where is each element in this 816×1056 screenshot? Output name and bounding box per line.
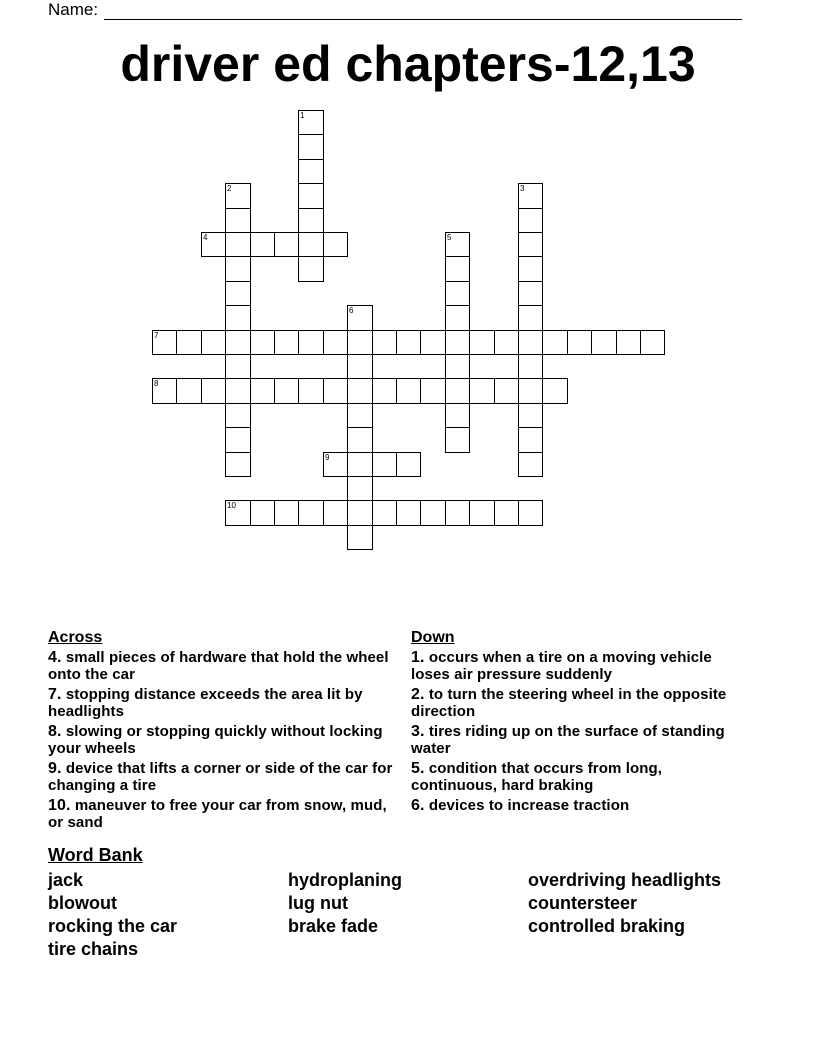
- down-clue: 1. occurs when a tire on a moving vehicle loses air pressure suddenly: [411, 649, 712, 683]
- crossword-cell[interactable]: [396, 330, 421, 355]
- crossword-cell[interactable]: [323, 378, 348, 404]
- word-bank-item: overdriving headlights: [528, 870, 722, 890]
- crossword-cell[interactable]: [298, 110, 324, 135]
- crossword-cell[interactable]: [518, 330, 543, 355]
- word-bank-item: rocking the car: [48, 916, 178, 936]
- crossword-cell[interactable]: [176, 330, 202, 355]
- crossword-cell[interactable]: [225, 183, 251, 209]
- clue-number: 10: [227, 501, 236, 510]
- crossword-cell[interactable]: [347, 354, 373, 379]
- clue-number: 5: [447, 233, 452, 242]
- clue-number: 4: [203, 233, 208, 242]
- crossword-cell[interactable]: [250, 378, 275, 404]
- crossword-cell[interactable]: [445, 378, 470, 404]
- crossword-cell[interactable]: [494, 378, 519, 404]
- crossword-cell[interactable]: [298, 232, 324, 257]
- crossword-cell[interactable]: [518, 354, 543, 379]
- clue-number: 9: [325, 453, 330, 462]
- crossword-cell[interactable]: [347, 476, 373, 501]
- crossword-cell[interactable]: [396, 378, 421, 404]
- crossword-cell[interactable]: [201, 378, 226, 404]
- crossword-cell[interactable]: [347, 378, 373, 404]
- across-clue: 4. small pieces of hardware that hold the wheel onto the car: [48, 649, 389, 683]
- crossword-cell[interactable]: [445, 281, 470, 306]
- crossword-cell[interactable]: [225, 427, 251, 453]
- crossword-cell[interactable]: [518, 403, 543, 428]
- crossword-cell[interactable]: [201, 330, 226, 355]
- across-clue: 7. stopping distance exceeds the area lit by headlights: [48, 686, 363, 720]
- down-clues: [411, 628, 751, 819]
- name-line: [48, 0, 742, 20]
- crossword-cell[interactable]: [225, 354, 251, 379]
- crossword-cell[interactable]: [225, 281, 251, 306]
- clue-number: 2: [227, 184, 232, 193]
- crossword-cell[interactable]: [298, 256, 324, 282]
- page-title: driver ed chapters-12,13: [120, 36, 696, 92]
- crossword-cell[interactable]: [518, 208, 543, 233]
- crossword-cell[interactable]: [445, 305, 470, 331]
- crossword-cell[interactable]: [152, 378, 177, 404]
- crossword-cell[interactable]: [274, 232, 299, 257]
- crossword-cell[interactable]: [323, 232, 348, 257]
- crossword-cell[interactable]: [518, 256, 543, 282]
- crossword-cell[interactable]: [250, 500, 275, 526]
- crossword-cell[interactable]: [445, 403, 470, 428]
- crossword-cell[interactable]: [274, 330, 299, 355]
- crossword-cell[interactable]: [469, 500, 495, 526]
- crossword-cell[interactable]: [298, 330, 324, 355]
- crossword-cell[interactable]: [640, 330, 665, 355]
- crossword-cell[interactable]: [518, 500, 543, 526]
- word-bank-item: jack: [48, 870, 84, 890]
- word-bank-item: brake fade: [288, 916, 379, 936]
- crossword-cell[interactable]: [591, 330, 617, 355]
- crossword-cell[interactable]: [494, 330, 519, 355]
- crossword-cell[interactable]: [225, 256, 251, 282]
- down-clue: 2. to turn the steering wheel in the opposite direction: [411, 686, 727, 720]
- crossword-cell[interactable]: [372, 330, 397, 355]
- crossword-cell[interactable]: [372, 500, 397, 526]
- crossword-cell[interactable]: [250, 330, 275, 355]
- crossword-cell[interactable]: [518, 305, 543, 331]
- crossword-cell[interactable]: [420, 378, 446, 404]
- crossword-cell[interactable]: [274, 500, 299, 526]
- crossword-cell[interactable]: [152, 330, 177, 355]
- crossword-cell[interactable]: [420, 330, 446, 355]
- across-clue: 9. device that lifts a corner or side of the car for changing a tire: [48, 760, 393, 794]
- crossword-cell[interactable]: [347, 427, 373, 453]
- crossword-cell[interactable]: [225, 378, 251, 404]
- crossword-cell[interactable]: [176, 378, 202, 404]
- word-bank-item: tire chains: [48, 939, 139, 959]
- word-bank-item: blowout: [48, 893, 117, 913]
- crossword-cell[interactable]: [225, 403, 251, 428]
- crossword-cell[interactable]: [347, 403, 373, 428]
- crossword-cell[interactable]: [372, 452, 397, 477]
- crossword-cell[interactable]: [347, 305, 373, 331]
- crossword-cell[interactable]: [250, 232, 275, 257]
- clue-number: 7: [154, 331, 159, 340]
- word-bank: [48, 844, 788, 960]
- crossword-cell[interactable]: [323, 500, 348, 526]
- name-label: Name:: [48, 0, 99, 19]
- crossword-cell[interactable]: [445, 256, 470, 282]
- crossword-cell[interactable]: [225, 452, 251, 477]
- crossword-cell[interactable]: [567, 330, 592, 355]
- across-clues: [48, 628, 393, 835]
- name-input-line[interactable]: [104, 4, 742, 20]
- down-clue: 3. tires riding up on the surface of standing water: [411, 723, 725, 757]
- clue-number: 1: [300, 111, 305, 120]
- clue-number: 3: [520, 184, 525, 193]
- crossword-cell[interactable]: [542, 378, 568, 404]
- crossword-cell[interactable]: [445, 427, 470, 453]
- crossword-cell[interactable]: [323, 452, 348, 477]
- word-bank-heading: Word Bank: [48, 845, 143, 865]
- crossword-cell[interactable]: [445, 232, 470, 257]
- crossword-cell[interactable]: [469, 330, 495, 355]
- crossword-cell[interactable]: [347, 525, 373, 550]
- crossword-cell[interactable]: [396, 452, 421, 477]
- crossword-cell[interactable]: [298, 183, 324, 209]
- crossword-cell[interactable]: [445, 330, 470, 355]
- across-clue: 8. slowing or stopping quickly without locking your wheels: [48, 723, 383, 757]
- across-clue: 10. maneuver to free your car from snow, mud, or sand: [48, 797, 387, 831]
- crossword-cell[interactable]: [225, 330, 251, 355]
- crossword-cell[interactable]: [518, 427, 543, 453]
- across-heading: Across: [48, 629, 103, 646]
- crossword-cell[interactable]: [469, 378, 495, 404]
- crossword-cell[interactable]: [225, 500, 251, 526]
- crossword-cell[interactable]: [494, 500, 519, 526]
- word-bank-item: hydroplaning: [288, 870, 402, 890]
- crossword-cell[interactable]: [372, 378, 397, 404]
- word-bank-item: countersteer: [528, 893, 638, 913]
- crossword-cell[interactable]: [518, 183, 543, 209]
- crossword-cell[interactable]: [347, 452, 373, 477]
- crossword-cell[interactable]: [323, 330, 348, 355]
- down-clue: 5. condition that occurs from long, continuous, hard braking: [411, 760, 663, 794]
- crossword-cell[interactable]: [347, 330, 373, 355]
- crossword-cell[interactable]: [616, 330, 641, 355]
- crossword-cell[interactable]: [518, 232, 543, 257]
- crossword-cell[interactable]: [518, 452, 543, 477]
- crossword-cell[interactable]: [542, 330, 568, 355]
- word-bank-item: lug nut: [288, 893, 348, 913]
- crossword-cell[interactable]: [298, 500, 324, 526]
- crossword-cell[interactable]: [518, 281, 543, 306]
- down-clue: 6. devices to increase traction: [411, 797, 630, 814]
- crossword-cell[interactable]: [347, 500, 373, 526]
- crossword-cell[interactable]: [298, 208, 324, 233]
- down-heading: Down: [411, 629, 455, 646]
- crossword-cell[interactable]: [225, 232, 251, 257]
- crossword-cell[interactable]: [225, 208, 251, 233]
- crossword-cell[interactable]: [274, 378, 299, 404]
- crossword-cell[interactable]: [396, 500, 421, 526]
- crossword-cell[interactable]: [298, 378, 324, 404]
- crossword-cell[interactable]: [518, 378, 543, 404]
- crossword-cell[interactable]: [445, 500, 470, 526]
- crossword-cell[interactable]: [445, 354, 470, 379]
- crossword-cell[interactable]: [298, 159, 324, 184]
- crossword-cell[interactable]: [201, 232, 226, 257]
- crossword-cell[interactable]: [420, 500, 446, 526]
- crossword-cell[interactable]: [225, 305, 251, 331]
- word-bank-item: controlled braking: [528, 916, 686, 936]
- clue-number: 8: [154, 379, 159, 388]
- clue-number: 6: [349, 306, 354, 315]
- crossword-cell[interactable]: [298, 134, 324, 160]
